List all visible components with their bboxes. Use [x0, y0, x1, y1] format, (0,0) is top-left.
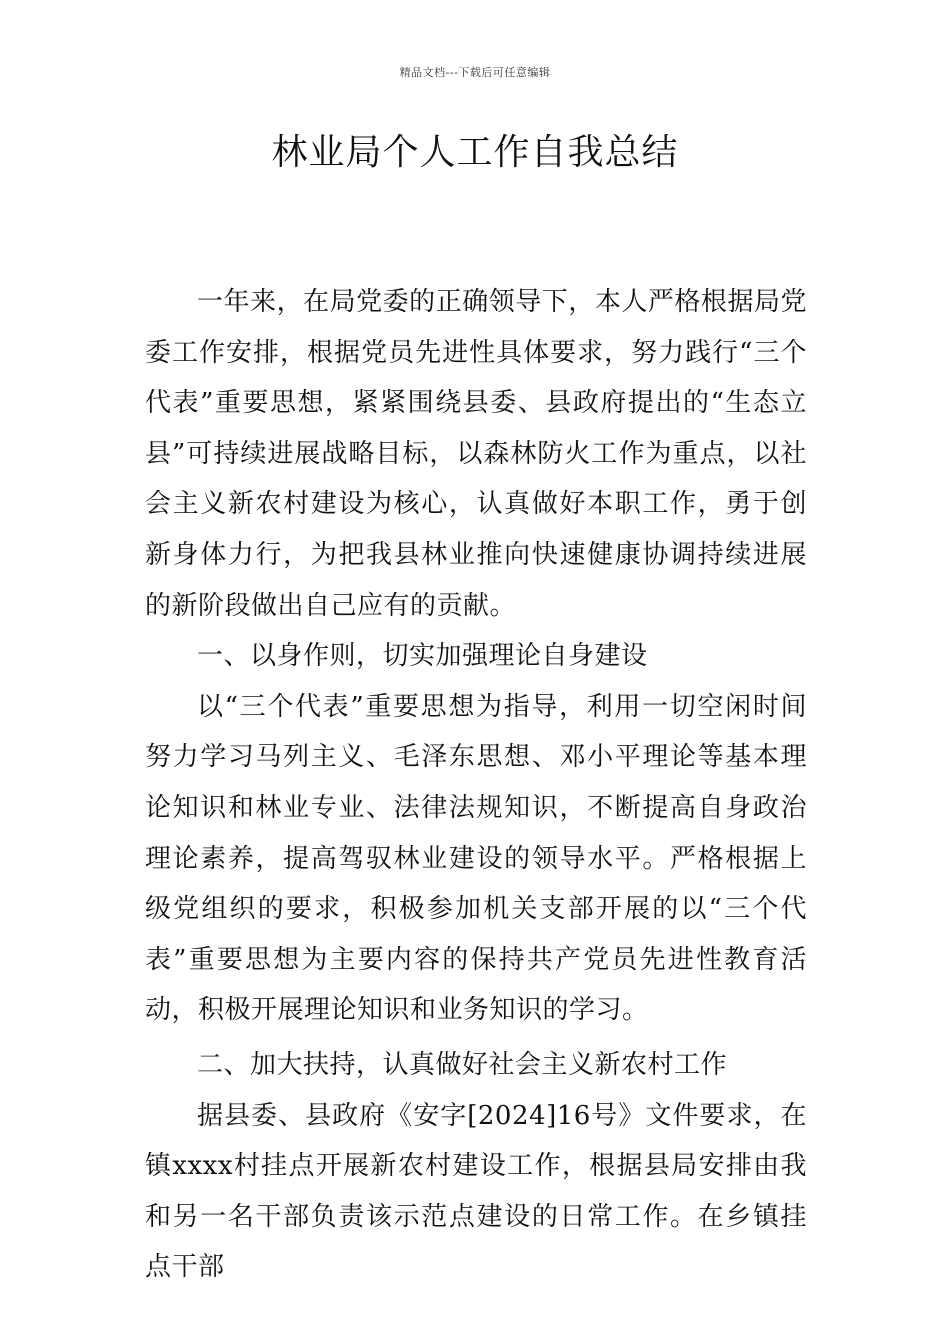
document-title: 林业局个人工作自我总结: [271, 132, 679, 173]
document-body: [145, 277, 807, 1293]
section-heading-1: 一、以身作则，切实加强理论自身建设: [197, 641, 648, 672]
header-note: 精品文档---下载后可任意编辑: [399, 66, 551, 79]
paragraph-section-2: 据县委、县政府《安字[2024]16号》文件要求，在镇xxxx村挂点开展新农村建设工作，根据县局安排由我和另一名干部负责该示范点建设的日常工作。在乡镇挂点干部: [145, 1100, 807, 1283]
section-heading-2: 二、加大扶持，认真做好社会主义新农村工作: [197, 1049, 728, 1080]
paragraph-section-1: 以“三个代表”重要思想为指导，利用一切空闲时间努力学习马列主义、毛泽东思想、邓小平理论等基本理论知识和林业专业、法律法规知识，不断提高自身政治理论素养，提高驾驭林业建设的领导水平。严格根据上级党组织的要求，积极参加机关支部开展的以“三个代表”重要思想为主要内容的保持共产党员先进性教育活动，积极开展理论知识和业务知识的学习。: [145, 691, 807, 1026]
paragraph-intro: 一年来，在局党委的正确领导下，本人严格根据局党委工作安排，根据党员先进性具体要求，努力践行“三个代表”重要思想，紧紧围绕县委、县政府提出的“生态立县”可持续进展战略目标，以森林防火工作为重点，以社会主义新农村建设为核心，认真做好本职工作，勇于创新身体力行，为把我县林业推向快速健康协调持续进展的新阶段做出自己应有的贡献。: [145, 287, 807, 621]
